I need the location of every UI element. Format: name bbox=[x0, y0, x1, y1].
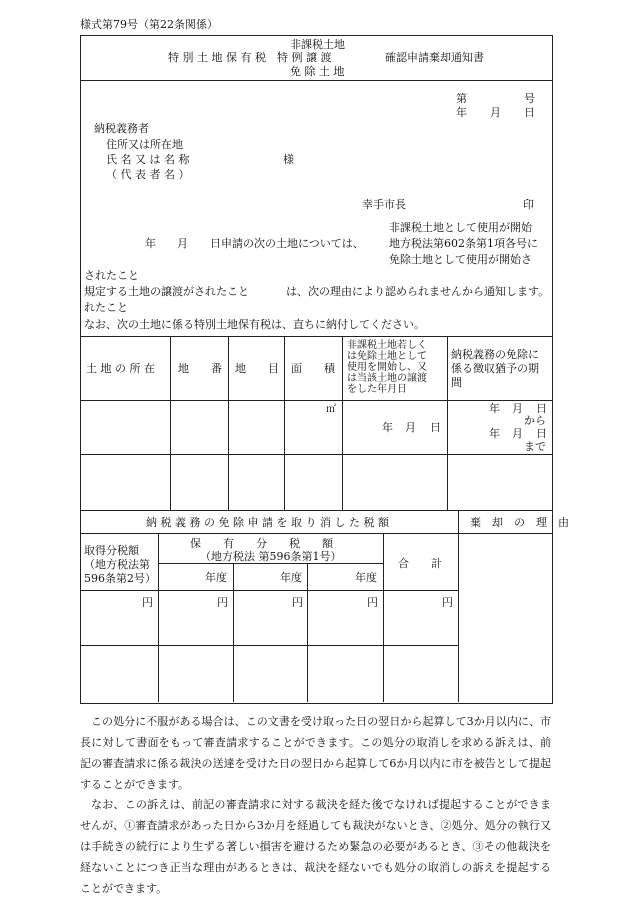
yen-acq: 円 bbox=[142, 596, 153, 609]
form-number: 様式第79号（第22条関係） bbox=[80, 18, 218, 31]
land-table-row1-bottom bbox=[80, 454, 552, 455]
issuer-seal: 印 bbox=[523, 198, 534, 211]
tax-col-sep-2 bbox=[233, 563, 234, 702]
start-date-nen: 年 bbox=[382, 421, 393, 434]
issuer-name: 幸手市長 bbox=[362, 198, 406, 211]
body-date-tsuki: 月 bbox=[177, 237, 188, 250]
tax-col-sep-4 bbox=[383, 533, 384, 702]
header-start-date-2: は免除土地として bbox=[347, 351, 427, 362]
doc-date-tsuki: 月 bbox=[490, 106, 501, 119]
area-unit: ㎡ bbox=[326, 404, 336, 415]
header-start-date-3: 使用を開始し、又 bbox=[347, 362, 427, 373]
tax-header-reason: 棄 却 の 理 由 bbox=[470, 516, 569, 529]
fiscal-year-3: 年度 bbox=[355, 571, 377, 584]
taxpayer-address-label: 住所又は所在地 bbox=[106, 138, 183, 151]
land-col-sep-5 bbox=[447, 336, 448, 510]
land-table-top bbox=[80, 336, 552, 337]
tax-header-main: 納 税 義 務 の 免 除 申 請 を 取 り 消 し た 税 額 bbox=[146, 516, 389, 529]
land-table-header-bottom bbox=[80, 400, 552, 401]
title-top: 非課税土地 bbox=[290, 38, 345, 51]
fiscal-year-1: 年度 bbox=[205, 571, 227, 584]
body-option-1: 非課税土地として使用が開始 bbox=[389, 221, 532, 234]
grace-to-nen: 年 bbox=[489, 427, 500, 440]
body-option-2: 地方税法第602条第1項各号に bbox=[389, 237, 538, 250]
appeal-notice-2: なお、この訴えは、前記の審査請求に対する裁決を経た後でなければ提起することができませんが、①審査請求があった日から3か月を経過しても裁決がないとき、②処分、処分の執行又は手続きの続行により生ずる著しい損害を避けるため緊急の必要があるとき、③その他裁決を経ないことにつき正当な理由があるときは、裁決を経ないでも処分の取消しの訴えを提起することができます。 bbox=[80, 798, 551, 895]
body-cont-2a: 規定する土地の譲渡がされたこと bbox=[84, 285, 249, 298]
body-option-3: 免除土地として使用が開始さ bbox=[389, 253, 532, 266]
body-notice: なお、次の土地に係る特別土地保有税は、直ちに納付してください。 bbox=[84, 318, 425, 331]
body-cont-1: されたこと bbox=[84, 269, 139, 282]
tax-col-sep-3 bbox=[307, 563, 308, 702]
title-main-left: 特 別 土 地 保 有 税 特 例 譲 渡 bbox=[168, 51, 332, 64]
tax-col-sep-1 bbox=[158, 533, 159, 702]
start-date-tsuki: 月 bbox=[405, 421, 416, 434]
doc-number-go: 号 bbox=[524, 92, 535, 105]
land-table-bottom bbox=[80, 510, 552, 511]
doc-number-dai: 第 bbox=[456, 92, 467, 105]
land-col-sep-2 bbox=[228, 336, 229, 510]
body-cont-2b: は、次の理由により認められませんから通知します。 bbox=[286, 285, 550, 298]
body-cont-3: れたこと bbox=[84, 301, 128, 314]
yen-year-1: 円 bbox=[217, 596, 228, 609]
taxpayer-name-label: 氏 名 又 は 名 称 bbox=[106, 153, 190, 166]
reason-col-sep bbox=[458, 510, 459, 702]
hold-label-2: （地方税法 第596条第1号） bbox=[200, 550, 342, 563]
body-date-nen: 年 bbox=[145, 237, 156, 250]
header-start-date-4: は当該土地の譲渡 bbox=[347, 373, 427, 384]
header-category: 地 目 bbox=[235, 362, 279, 375]
land-col-sep-4 bbox=[342, 336, 343, 510]
tax-row1-bottom bbox=[80, 645, 458, 646]
acq-label-3: 596条第2号） bbox=[84, 572, 156, 585]
hold-subheader-line bbox=[158, 563, 383, 564]
header-lot: 地 番 bbox=[178, 362, 222, 375]
title-main-right: 確認申請棄却通知書 bbox=[385, 51, 484, 64]
body-date-phrase: 日申請の次の土地については、 bbox=[210, 237, 364, 250]
appeal-notice-1: この処分に不服がある場合は、この文書を受け取った日の翌日から起算して3か月以内に、市長に対して書面をもって審査請求することができます。この処分の取消しを求める訴えは、前記の審査請求に係る裁決の送達を受けた日の翌日から起算して6か月以内に市を被告として提起することができます。 bbox=[80, 715, 551, 791]
land-col-sep-1 bbox=[170, 336, 171, 510]
header-area: 面 積 bbox=[291, 362, 335, 375]
grace-to-hi: 日 bbox=[536, 427, 547, 440]
header-grace-2: 係る徴収猶予の期 bbox=[451, 362, 539, 375]
header-start-date-5: をした年月日 bbox=[347, 384, 407, 395]
acq-label-1: 取得分税額 bbox=[84, 544, 139, 557]
header-grace-3: 間 bbox=[451, 376, 462, 389]
doc-date-hi: 日 bbox=[524, 106, 535, 119]
grace-from-tsuki: 月 bbox=[512, 402, 523, 415]
hold-label-1: 保 有 分 税 額 bbox=[190, 537, 333, 550]
yen-total: 円 bbox=[442, 596, 453, 609]
start-date-hi: 日 bbox=[430, 421, 441, 434]
taxpayer-sama: 様 bbox=[283, 153, 294, 166]
taxpayer-heading: 納税義務者 bbox=[94, 122, 149, 135]
title-bottom: 免 除 土 地 bbox=[290, 65, 345, 78]
yen-year-2: 円 bbox=[292, 596, 303, 609]
taxpayer-rep-label: （ 代 表 者 名 ） bbox=[106, 168, 190, 181]
title-divider bbox=[80, 80, 552, 81]
header-grace-1: 納税義務の免除に bbox=[451, 348, 539, 361]
land-col-sep-3 bbox=[284, 336, 285, 510]
tax-row-header-bottom bbox=[80, 590, 458, 591]
header-start-date-1: 非課税土地若しく bbox=[347, 340, 427, 351]
yen-year-3: 円 bbox=[367, 596, 378, 609]
fiscal-year-2: 年度 bbox=[280, 571, 302, 584]
grace-from-hi: 日 bbox=[536, 402, 547, 415]
header-location: 土 地 の 所 在 bbox=[86, 362, 155, 375]
tax-header-bottom bbox=[80, 533, 552, 534]
acq-label-2: （地方税法第 bbox=[84, 558, 150, 571]
grace-made: まで bbox=[524, 440, 546, 453]
grace-from-nen: 年 bbox=[489, 402, 500, 415]
grace-to-tsuki: 月 bbox=[512, 427, 523, 440]
total-label: 合 計 bbox=[398, 557, 442, 570]
doc-date-nen: 年 bbox=[456, 106, 467, 119]
grace-kara: から bbox=[524, 414, 546, 427]
